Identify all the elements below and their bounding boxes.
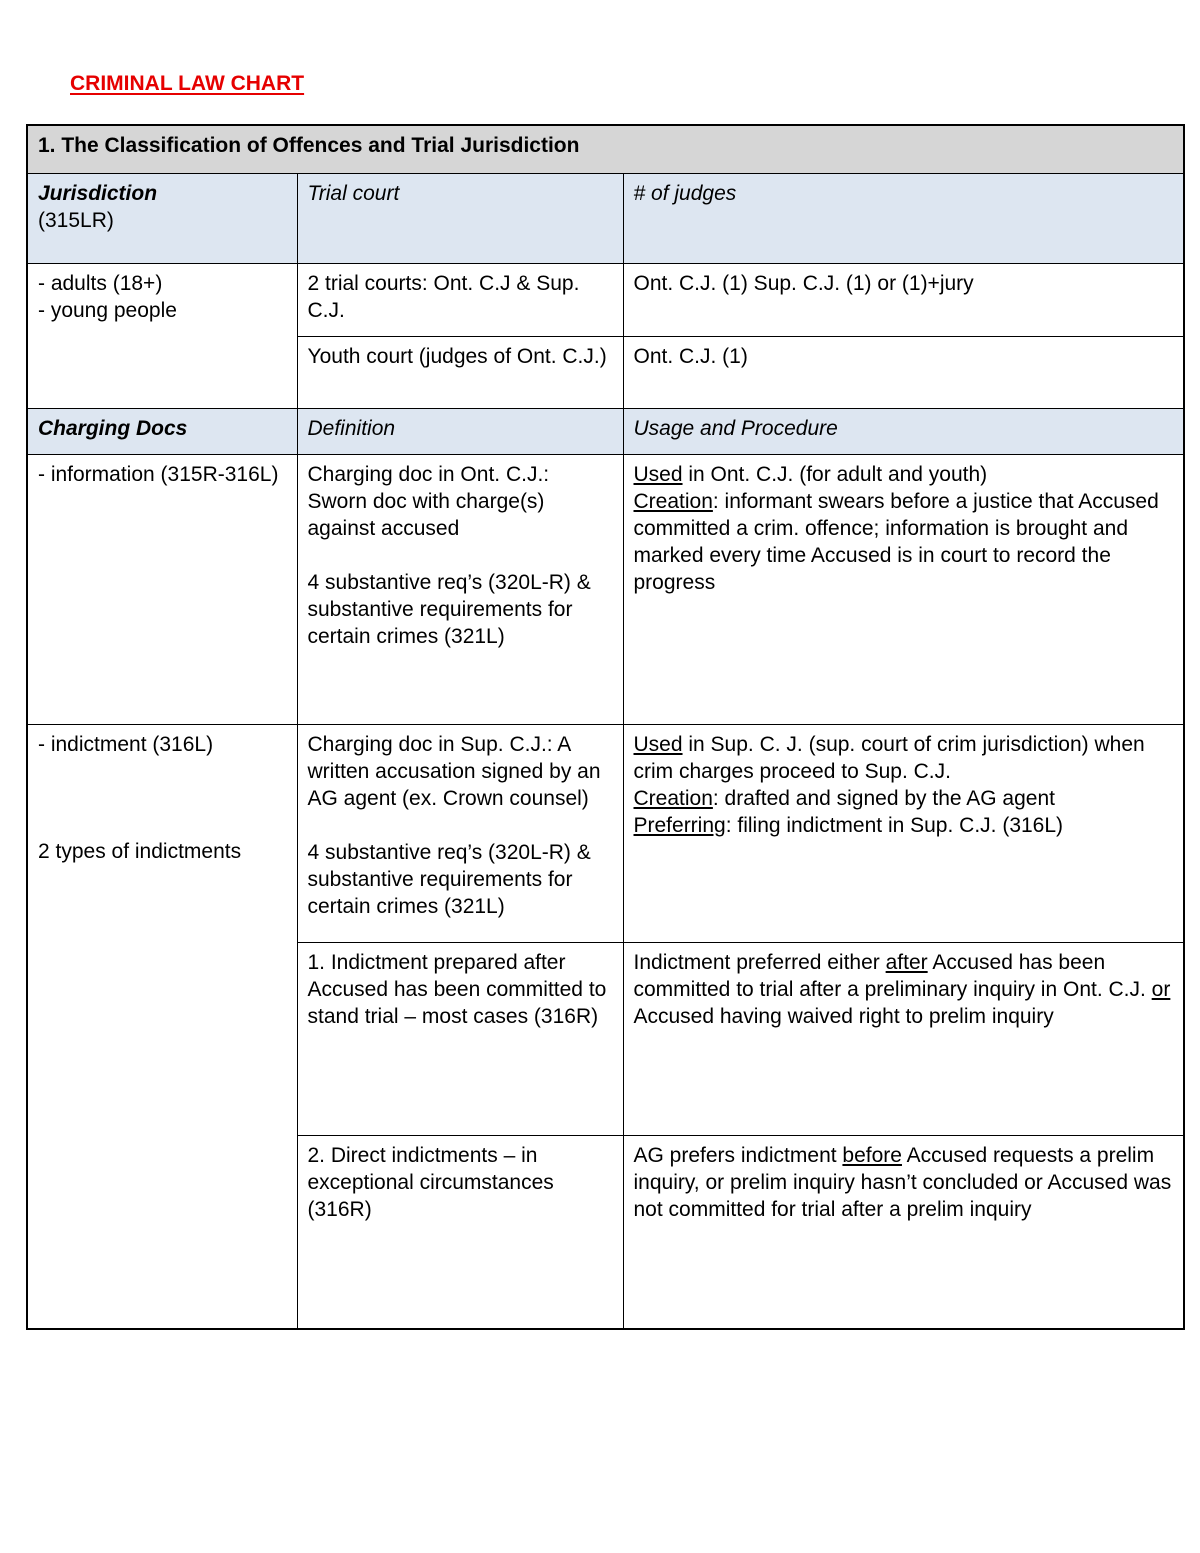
type1-text-a: Indictment preferred either [633,950,886,974]
indictment-creation-label: Creation [633,786,713,810]
indictment-requirements: 4 substantive req’s (320L-R) & substantive requirements for certain crimes (321L) [307,840,597,918]
who-young-people: - young people [38,298,177,322]
indictment-types-label: 2 types of indictments [38,839,242,863]
adult-judges: Ont. C.J. (1) Sup. C.J. (1) or (1)+jury [623,263,1184,336]
criminal-law-table [26,124,1185,1330]
information-usage-cell [623,454,1184,724]
page-title: CRIMINAL LAW CHART [70,72,305,95]
information-row [27,454,1184,724]
indictment-type1: 1. Indictment prepared after Accused has been committed to stand trial – most cases (316R) [297,942,623,1135]
type2-text-b: Accused requests a prelim inquiry, or prelim inquiry hasn’t concluded or Accused was not committed for trial after a prelim inquiry [633,1143,1172,1221]
type2-before: before [842,1143,902,1167]
charging-docs-header: Charging Docs [27,408,297,454]
definition-header: Definition [297,408,623,454]
usage-header: Usage and Procedure [623,408,1184,454]
type1-or: or [1151,977,1171,1001]
adult-trial-court: 2 trial courts: Ont. C.J & Sup. C.J. [297,263,623,336]
information-creation-label: Creation [633,489,713,513]
indictment-definition: Charging doc in Sup. C.J.: A written accusation signed by an AG agent (ex. Crown counsel) [307,732,606,810]
indictment-type2: 2. Direct indictments – in exceptional circumstances (316R) [297,1135,623,1329]
jurisdiction-header-row [27,173,1184,263]
indictment-usage-cell [623,724,1184,942]
indictment-name-cell [27,724,297,1329]
who-adults: - adults (18+) [38,271,163,295]
type2-text-a: AG prefers indictment [633,1143,843,1167]
information-definition: Charging doc in Ont. C.J.: Sworn doc with charge(s) against accused [307,462,555,540]
adult-jurisdiction-row [27,263,1184,336]
type1-after: after [885,950,928,974]
trial-court-header: Trial court [297,173,623,263]
type1-text-c: Accused having waived right to prelim inquiry [633,1004,1054,1028]
jurisdiction-label: Jurisdiction [38,181,158,205]
docs-header-row [27,408,1184,454]
youth-judges: Ont. C.J. (1) [623,336,1184,408]
indictment-definition-cell [297,724,623,942]
indictment-preferring-text: : filing indictment in Sup. C.J. (316L) [725,813,1064,837]
indictment-type2-usage [623,1135,1184,1329]
indictment-row [27,724,1184,942]
jurisdiction-header-cell [27,173,297,263]
indictment-type1-usage [623,942,1184,1135]
type1-text-b: Accused has been committed to trial after a preliminary inquiry in Ont. C.J. [633,950,1152,1001]
indictment-name: - indictment (316L) [38,732,214,756]
information-creation-text: : informant swears before a justice that Accused committed a crim. offence; information is brought and marked every time Accused is in court to record the progress [633,489,1159,594]
information-used-label: Used [633,462,683,486]
who-cell [27,263,297,408]
indictment-creation-text: : drafted and signed by the AG agent [712,786,1055,810]
information-name: - information (315R-316L) [27,454,297,724]
indictment-preferring-label: Preferring [633,813,726,837]
section-header-row [27,125,1184,173]
information-requirements: 4 substantive req’s (320L-R) & substantive requirements for certain crimes (321L) [307,570,597,648]
youth-trial-court: Youth court (judges of Ont. C.J.) [297,336,623,408]
jurisdiction-ref: (315LR) [38,208,114,232]
information-used-text: in Ont. C.J. (for adult and youth) [682,462,988,486]
information-definition-cell [297,454,623,724]
judges-header: # of judges [623,173,1184,263]
section-heading: 1. The Classification of Offences and Trial Jurisdiction [27,125,1184,173]
indictment-used-text: in Sup. C. J. (sup. court of crim jurisdiction) when crim charges proceed to Sup. C.J. [633,732,1145,783]
indictment-used-label: Used [633,732,683,756]
